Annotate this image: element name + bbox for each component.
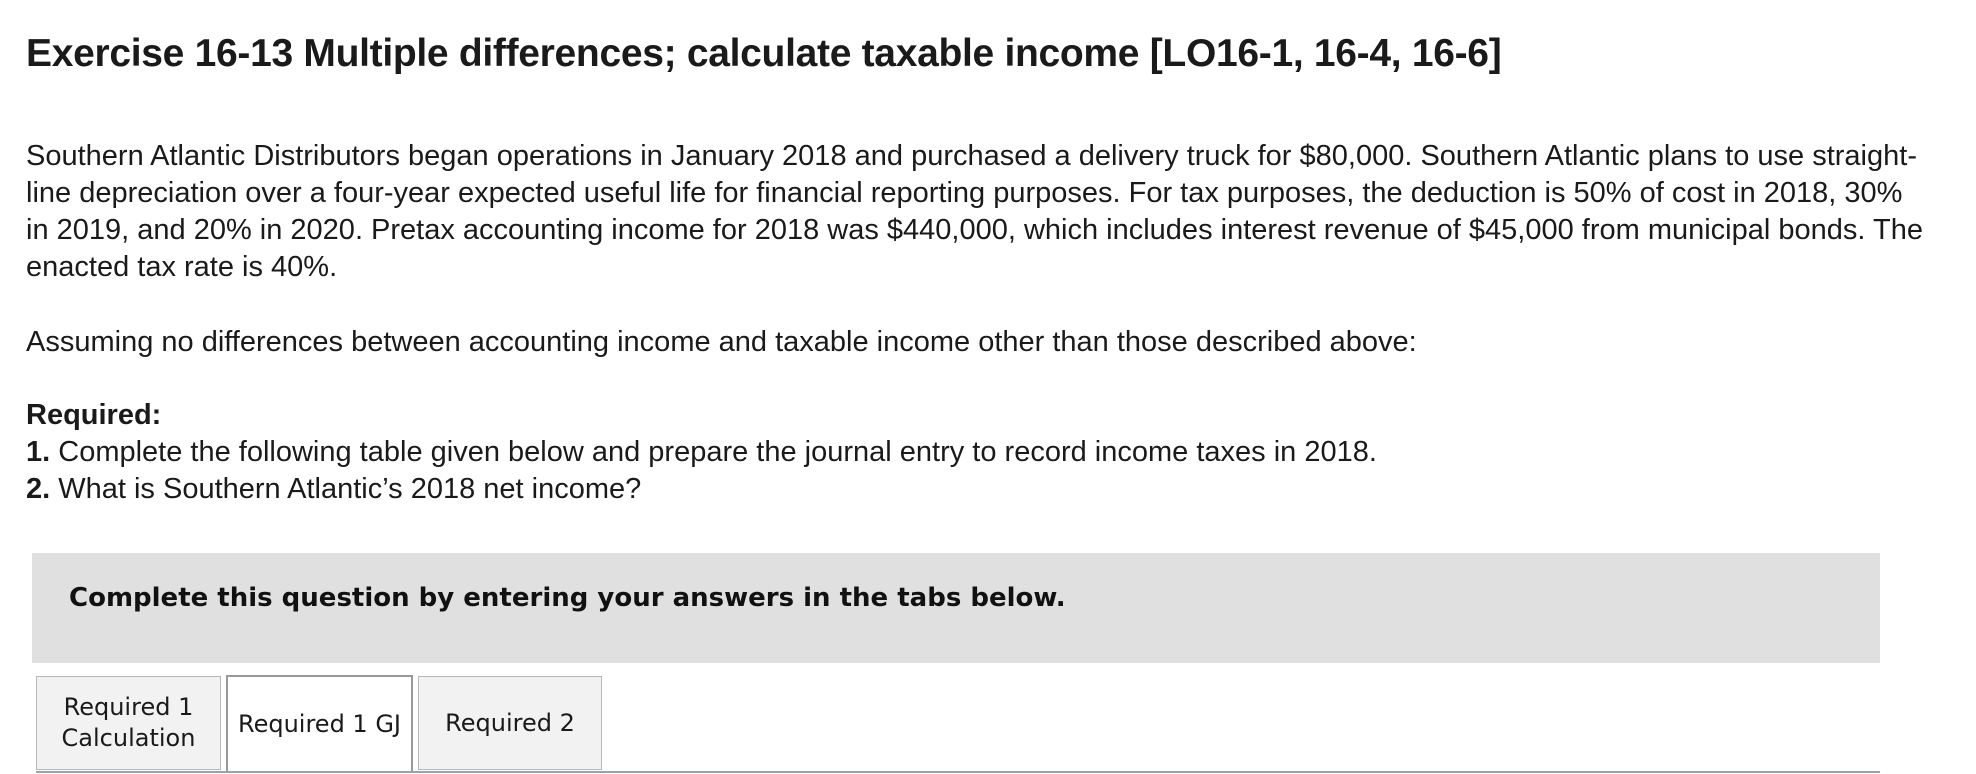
required-item-number: 2. bbox=[26, 473, 51, 505]
required-item-text: Complete the following table given below and prepare the journal entry to record income taxes in 2018. bbox=[50, 436, 1377, 468]
tab-baseline-divider bbox=[36, 771, 1880, 773]
instruction-text: Complete this question by entering your answers in the tabs below. bbox=[69, 583, 1066, 613]
instruction-banner bbox=[32, 553, 1880, 663]
required-item-2 bbox=[26, 471, 1377, 508]
tab-required-1-calculation[interactable] bbox=[36, 676, 221, 770]
assumption-paragraph: Assuming no differences between accounting income and taxable income other than those described above: bbox=[26, 326, 1417, 358]
tab-label: Required 1 GJ bbox=[237, 709, 402, 738]
required-item-text: What is Southern Atlantic’s 2018 net income? bbox=[50, 473, 642, 505]
required-item-1 bbox=[26, 434, 1377, 471]
tab-label: Required 1 Calculation bbox=[61, 693, 196, 752]
required-item-number: 1. bbox=[26, 436, 51, 468]
exercise-title: Exercise 16-13 Multiple differences; calculate taxable income [LO16-1, 16-4, 16-6] bbox=[26, 32, 1502, 75]
scenario-paragraph: Southern Atlantic Distributors began operations in January 2018 and purchased a delivery truck for $80,000. Southern Atlantic plans to use straight-line depreciation over a four-year expected useful life for financial reporting purposes. For tax purposes, the deduction is 50% of cost in 2018, 30% in 2019, and 20% in 2020. Pretax accounting income for 2018 was $440,000, which includes interest revenue of $45,000 from municipal bonds. The enacted tax rate is 40%. bbox=[26, 140, 1923, 283]
required-section bbox=[26, 397, 1377, 508]
tab-label: Required 2 bbox=[445, 708, 575, 737]
tab-required-1-gj[interactable] bbox=[226, 675, 413, 773]
tab-required-2[interactable] bbox=[418, 676, 602, 770]
tab-strip bbox=[36, 676, 1880, 774]
required-heading: Required: bbox=[26, 399, 162, 431]
